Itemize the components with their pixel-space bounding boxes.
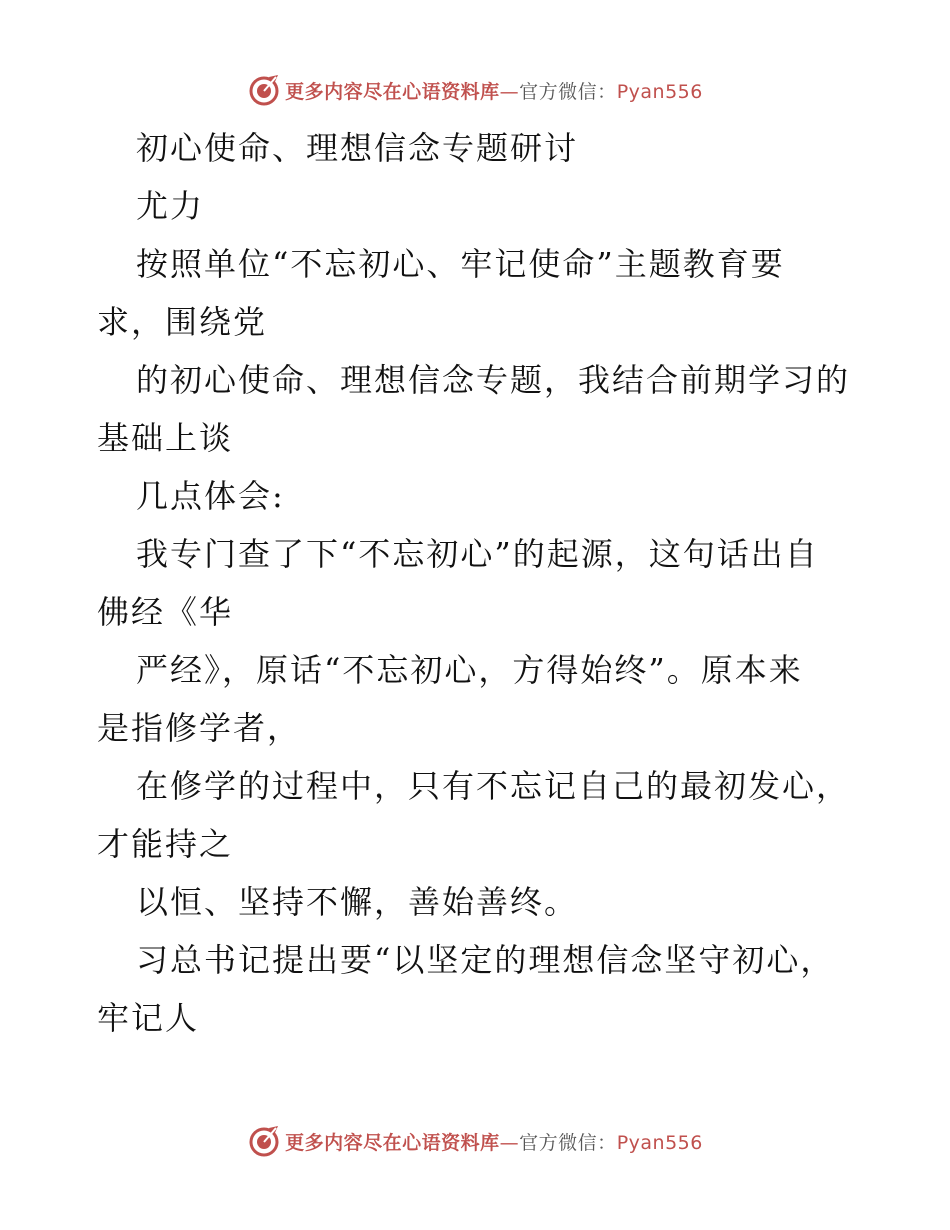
document-title: 初心使命、理想信念专题研讨 — [136, 129, 579, 167]
paragraph-line: 以恒、坚持不懈，善始善终。 — [136, 883, 579, 921]
watermark-main-text: 更多内容尽在心语资料库 — [285, 80, 500, 103]
watermark-dash: — — [499, 80, 520, 103]
paragraph-line: 求，围绕党 — [97, 303, 268, 341]
paragraph-line: 习总书记提出要“以坚定的理想信念坚守初心， — [136, 941, 835, 979]
watermark-main-text: 更多内容尽在心语资料库 — [285, 1131, 500, 1154]
paragraph-line: 基础上谈 — [97, 419, 234, 457]
paragraph-line: 才能持之 — [97, 825, 234, 863]
watermark-wechat-id: Pyan556 — [616, 80, 703, 103]
footer-watermark — [0, 1121, 950, 1161]
paragraph-line: 佛经《华 — [97, 593, 234, 631]
paragraph-line: 我专门查了下“不忘初心”的起源，这句话出自 — [136, 535, 819, 573]
author-name: 尤力 — [136, 187, 205, 225]
paragraph-line: 严经》，原话“不忘初心，方得始终”。原本来 — [136, 651, 803, 689]
paragraph-line: 的初心使命、理想信念专题，我结合前期学习的 — [136, 361, 851, 399]
paragraph-line: 按照单位“不忘初心、牢记使命”主题教育要 — [136, 245, 785, 283]
watermark-dash: — — [499, 1131, 520, 1154]
watermark-official-label: 官方微信： — [519, 1131, 617, 1154]
quill-logo-icon — [247, 73, 281, 107]
paragraph-line: 牢记人 — [97, 999, 200, 1037]
header-watermark — [0, 70, 950, 110]
watermark-wechat-id: Pyan556 — [616, 1131, 703, 1154]
quill-logo-icon — [247, 1124, 281, 1158]
watermark-official-label: 官方微信： — [519, 80, 617, 103]
paragraph-line: 是指修学者， — [97, 709, 302, 747]
paragraph-line: 在修学的过程中，只有不忘记自己的最初发心， — [136, 767, 851, 805]
paragraph-line: 几点体会: — [136, 477, 285, 515]
